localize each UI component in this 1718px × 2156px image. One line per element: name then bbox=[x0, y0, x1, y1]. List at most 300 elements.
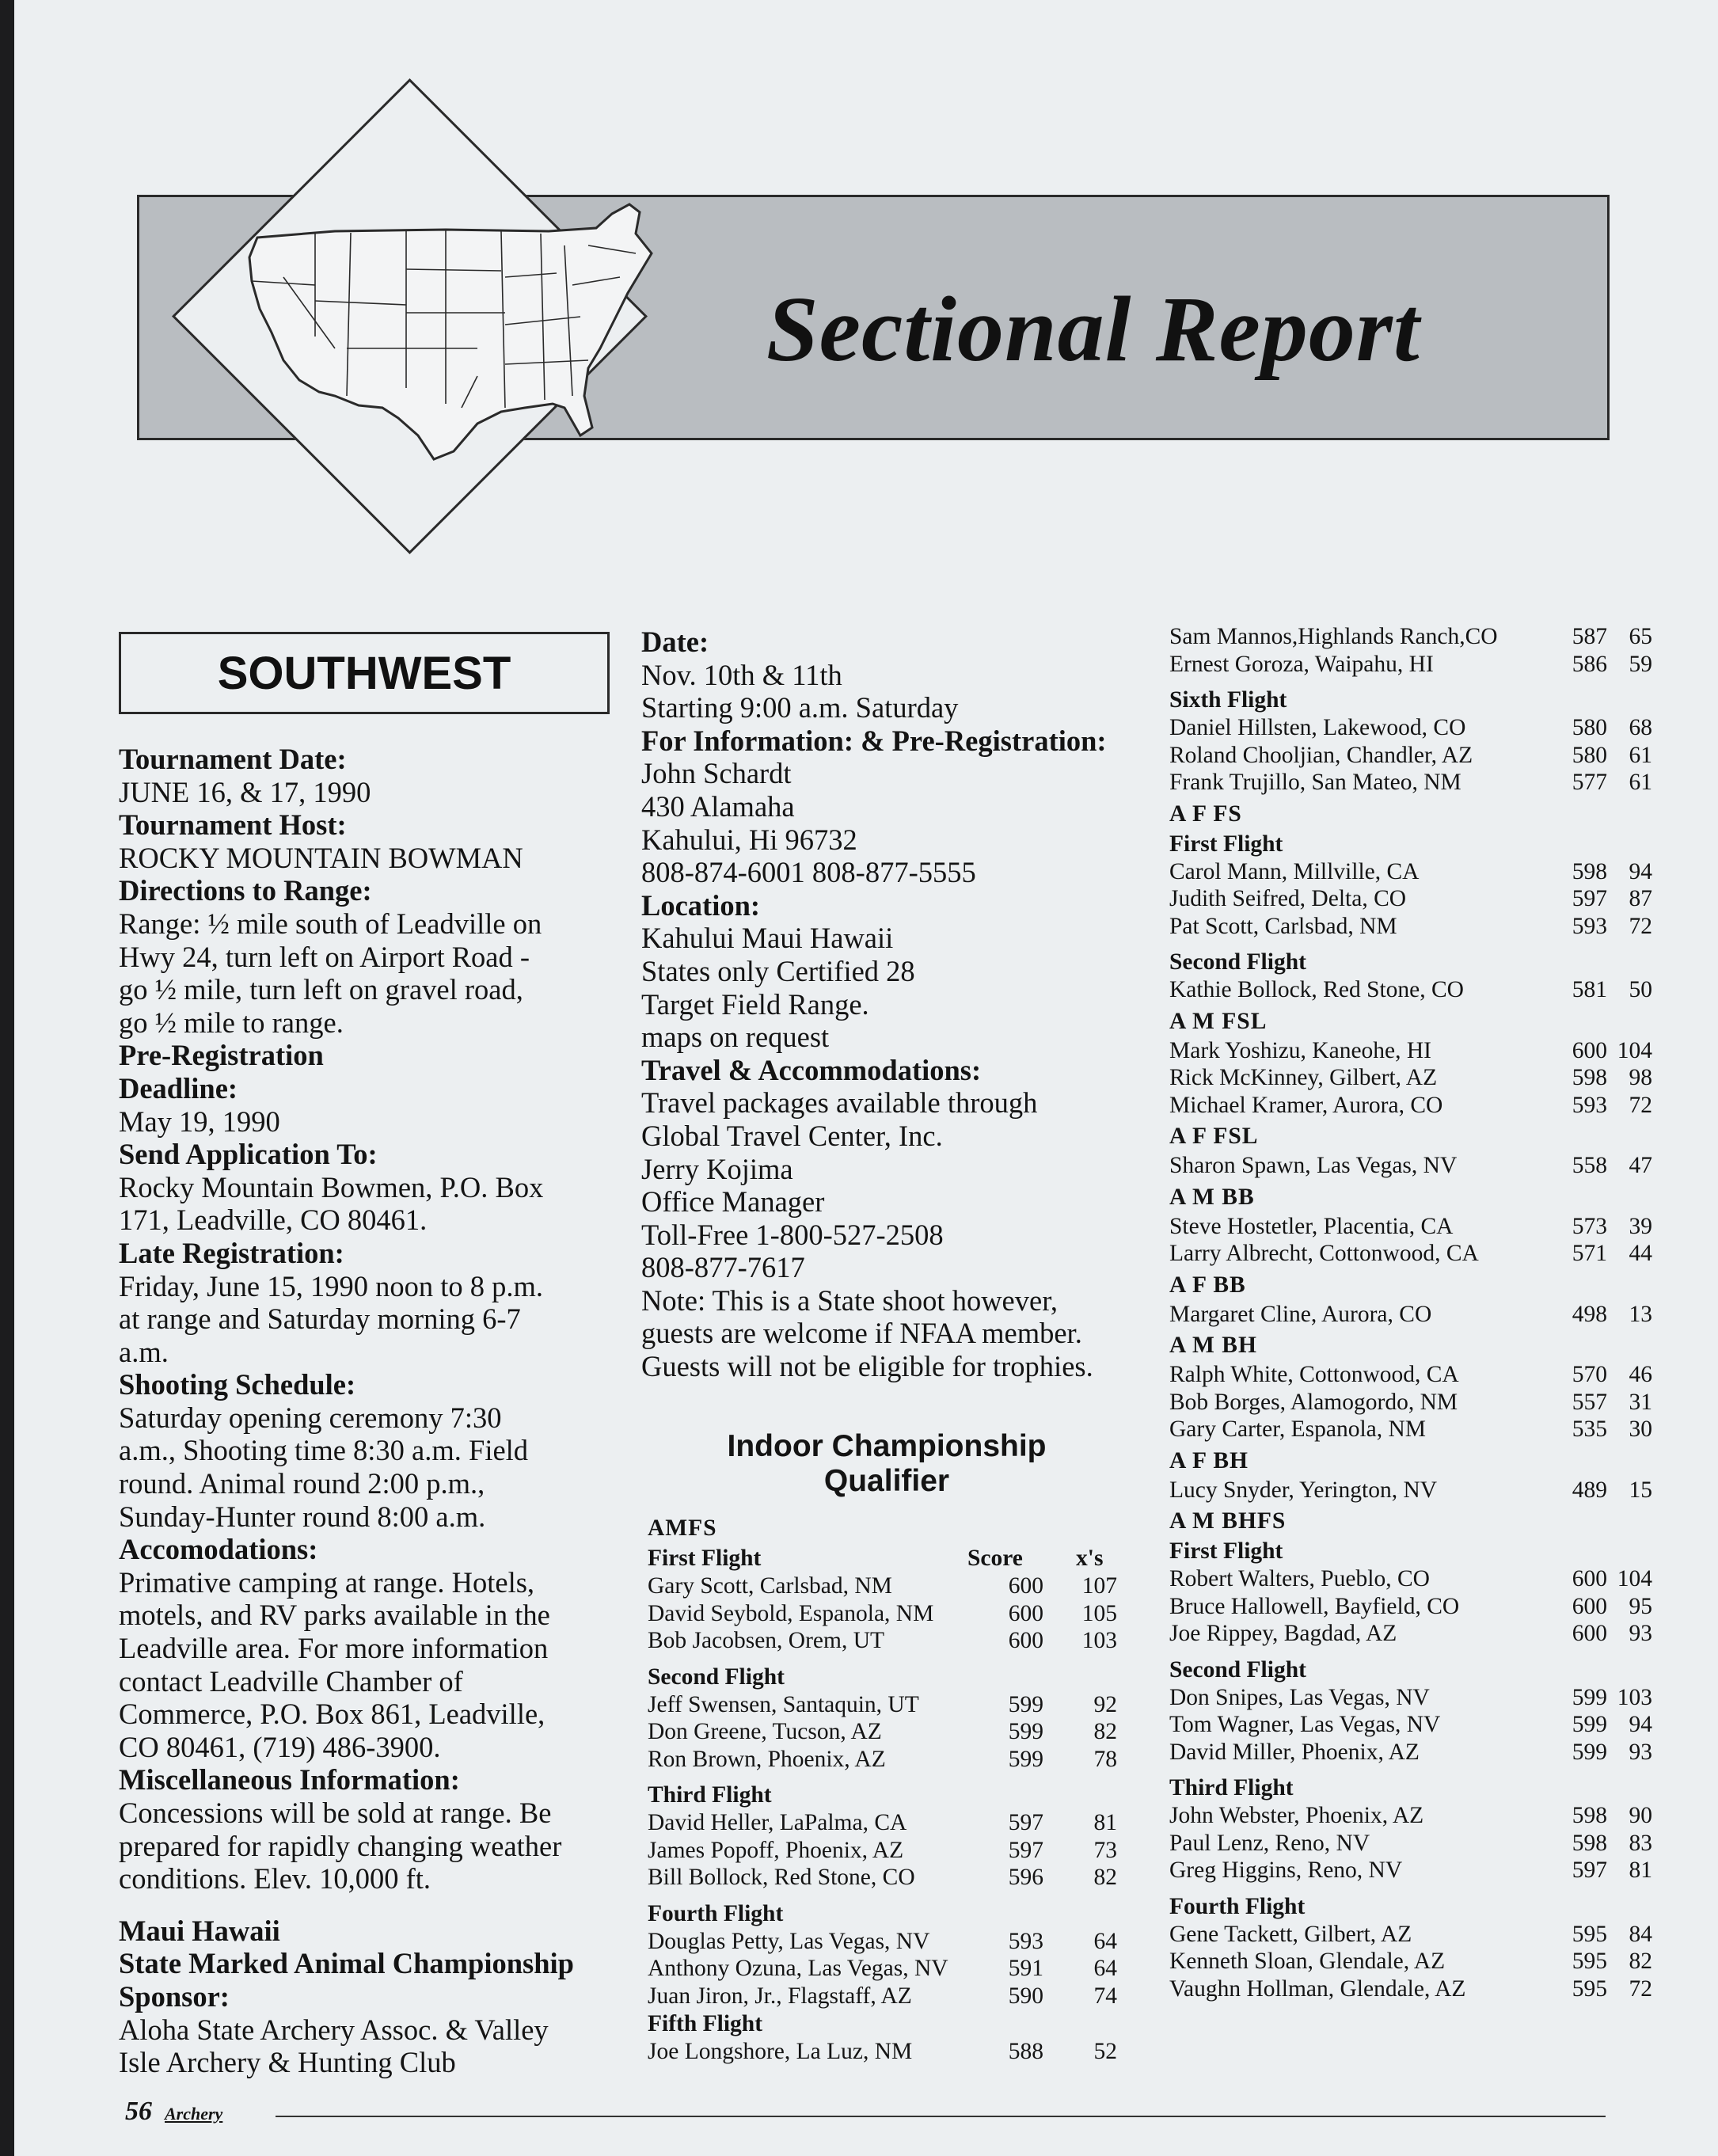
score-value: 599 bbox=[1008, 1691, 1043, 1717]
score-value: 489 bbox=[1572, 1477, 1607, 1503]
x-count-column-header: x's bbox=[1076, 1546, 1104, 1571]
spacer bbox=[1169, 940, 1652, 948]
field-label: Location: bbox=[641, 888, 761, 922]
x-count-value: 46 bbox=[1629, 1362, 1652, 1387]
result-row bbox=[1169, 1921, 1652, 1949]
x-count-value: 65 bbox=[1629, 624, 1652, 649]
field-value: CO 80461, (719) 486-3900. bbox=[119, 1730, 441, 1763]
x-count-value: 81 bbox=[1093, 1810, 1117, 1835]
magazine-page bbox=[14, 0, 1718, 2156]
x-count-value: 98 bbox=[1629, 1065, 1652, 1090]
x-count-value: 59 bbox=[1629, 651, 1652, 677]
archer-name: Gary Scott, Carlsbad, NM bbox=[648, 1573, 892, 1599]
flight-heading bbox=[648, 1544, 1123, 1572]
result-row bbox=[648, 1983, 1123, 2010]
results-column-middle bbox=[648, 1511, 1123, 2066]
archer-name: John Webster, Phoenix, AZ bbox=[1169, 1803, 1424, 1828]
spacer bbox=[119, 1896, 625, 1915]
result-row bbox=[648, 1718, 1123, 1746]
archer-name: Gene Tackett, Gilbert, AZ bbox=[1169, 1921, 1412, 1947]
flight-heading bbox=[1169, 830, 1652, 858]
field-label: Date: bbox=[641, 626, 709, 658]
x-count-value: 94 bbox=[1629, 858, 1652, 884]
archer-name: Frank Trujillo, San Mateo, NM bbox=[1169, 770, 1461, 795]
result-row bbox=[1169, 1213, 1652, 1241]
score-value: 595 bbox=[1572, 1949, 1607, 1974]
result-row bbox=[1169, 1975, 1652, 2003]
x-count-value: 68 bbox=[1629, 715, 1652, 740]
x-count-value: 95 bbox=[1629, 1593, 1652, 1619]
indoor-title-line2: Qualifier bbox=[823, 1464, 950, 1498]
field-label: Miscellaneous Information: bbox=[119, 1763, 460, 1797]
flight-heading bbox=[1169, 1892, 1652, 1921]
archer-name: David Heller, LaPalma, CA bbox=[648, 1810, 907, 1835]
score-value: 570 bbox=[1572, 1362, 1607, 1387]
result-row bbox=[1169, 1565, 1652, 1593]
x-count-value: 72 bbox=[1629, 1975, 1652, 2002]
score-value: 580 bbox=[1572, 742, 1607, 768]
magazine-name: Archery bbox=[165, 2104, 223, 2124]
result-row bbox=[648, 1955, 1123, 1983]
archer-name: Mark Yoshizu, Kaneohe, HI bbox=[1169, 1037, 1432, 1063]
result-row bbox=[1169, 1830, 1652, 1858]
field-value: 808-874-6001 808-877-5555 bbox=[641, 856, 976, 889]
page-number: 56 bbox=[125, 2097, 152, 2126]
score-column-header: Score bbox=[967, 1546, 1023, 1571]
us-map-icon bbox=[240, 198, 731, 491]
field-value: a.m. bbox=[119, 1335, 169, 1368]
archer-name: Bob Borges, Alamogordo, NM bbox=[1169, 1389, 1458, 1415]
archer-name: Michael Kramer, Aurora, CO bbox=[1169, 1092, 1443, 1118]
flight-name: Third Flight bbox=[648, 1782, 772, 1808]
archer-name: Sharon Spawn, Las Vegas, NV bbox=[1169, 1153, 1458, 1178]
field-value: Global Travel Center, Inc. bbox=[641, 1119, 943, 1152]
score-value: 535 bbox=[1572, 1416, 1607, 1442]
x-count-value: 82 bbox=[1093, 1719, 1117, 1744]
x-count-value: 94 bbox=[1629, 1712, 1652, 1737]
field-value: go ½ mile to range. bbox=[119, 1006, 344, 1039]
field-value: Kahului Maui Hawaii bbox=[641, 922, 894, 955]
x-count-value: 39 bbox=[1629, 1213, 1652, 1239]
result-row bbox=[1169, 623, 1652, 651]
archer-name: Carol Mann, Millville, CA bbox=[1169, 858, 1420, 884]
x-count-value: 82 bbox=[1093, 1865, 1117, 1890]
x-count-value: 104 bbox=[1617, 1037, 1652, 1063]
division-heading: A M FSL bbox=[1169, 1008, 1268, 1034]
score-value: 598 bbox=[1572, 1065, 1607, 1090]
field-value: Rocky Mountain Bowmen, P.O. Box bbox=[119, 1170, 544, 1203]
archer-name: Paul Lenz, Reno, NV bbox=[1169, 1830, 1370, 1856]
archer-name: James Popoff, Phoenix, AZ bbox=[648, 1837, 904, 1863]
result-row bbox=[1169, 651, 1652, 679]
field-value: Toll-Free 1-800-527-2508 bbox=[641, 1218, 944, 1251]
spacer bbox=[1169, 1766, 1652, 1774]
x-count-value: 87 bbox=[1629, 886, 1652, 911]
result-row bbox=[648, 1864, 1123, 1892]
archer-name: David Seybold, Espanola, NM bbox=[648, 1600, 934, 1626]
result-row bbox=[648, 1600, 1123, 1628]
field-label: Deadline: bbox=[119, 1071, 238, 1105]
x-count-value: 61 bbox=[1629, 742, 1652, 768]
field-value: prepared for rapidly changing weather bbox=[119, 1829, 562, 1862]
x-count-value: 72 bbox=[1629, 1092, 1652, 1118]
x-count-value: 73 bbox=[1093, 1837, 1117, 1863]
archer-name: Ron Brown, Phoenix, AZ bbox=[648, 1746, 886, 1772]
footer-rule bbox=[276, 2116, 1606, 2117]
result-row bbox=[1169, 1064, 1652, 1092]
result-row bbox=[648, 1746, 1123, 1774]
indoor-championship-heading bbox=[641, 1429, 1132, 1499]
indoor-title-line1: Indoor Championship bbox=[727, 1429, 1047, 1463]
archer-name: Jeff Swensen, Santaquin, UT bbox=[648, 1691, 919, 1717]
score-value: 586 bbox=[1572, 651, 1607, 677]
field-value: John Schardt bbox=[641, 757, 792, 790]
archer-name: Sam Mannos,Highlands Ranch,CO bbox=[1169, 624, 1498, 649]
flight-heading bbox=[1169, 1537, 1652, 1565]
score-value: 573 bbox=[1572, 1213, 1607, 1239]
result-row bbox=[1169, 1240, 1652, 1268]
x-count-value: 82 bbox=[1629, 1949, 1652, 1974]
result-row bbox=[648, 1809, 1123, 1837]
score-value: 597 bbox=[1008, 1837, 1043, 1863]
x-count-value: 92 bbox=[1093, 1691, 1117, 1717]
score-value: 597 bbox=[1572, 1858, 1607, 1883]
division-heading: A F BB bbox=[1169, 1272, 1246, 1298]
archer-name: Joe Rippey, Bagdad, AZ bbox=[1169, 1621, 1397, 1646]
field-value: guests are welcome if NFAA member. bbox=[641, 1317, 1082, 1350]
field-label: Directions to Range: bbox=[119, 874, 372, 907]
field-value: Travel packages available through bbox=[641, 1086, 1038, 1120]
field-value: Starting 9:00 a.m. Saturday bbox=[641, 691, 959, 724]
field-value: Concessions will be sold at range. Be bbox=[119, 1797, 552, 1829]
result-row bbox=[1169, 1361, 1652, 1389]
field-label: Sponsor: bbox=[119, 1979, 230, 2013]
field-label: Late Registration: bbox=[119, 1236, 344, 1269]
score-value: 581 bbox=[1572, 977, 1607, 1002]
x-count-value: 13 bbox=[1629, 1301, 1652, 1327]
field-value: Commerce, P.O. Box 861, Leadville, bbox=[119, 1698, 545, 1731]
score-value: 558 bbox=[1572, 1153, 1607, 1178]
field-value: Guests will not be eligible for trophies. bbox=[641, 1350, 1093, 1383]
archer-name: Ernest Goroza, Waipahu, HI bbox=[1169, 651, 1434, 677]
result-row bbox=[1169, 1037, 1652, 1065]
archer-name: Don Greene, Tucson, AZ bbox=[648, 1719, 882, 1744]
result-row bbox=[1169, 1152, 1652, 1180]
flight-heading bbox=[648, 2010, 1123, 2038]
flight-name: Fourth Flight bbox=[648, 1900, 784, 1926]
archer-name: Judith Seifred, Delta, CO bbox=[1169, 886, 1407, 911]
field-value: a.m., Shooting time 8:30 a.m. Field bbox=[119, 1434, 529, 1467]
flight-name: Second Flight bbox=[648, 1664, 785, 1690]
archer-name: Gary Carter, Espanola, NM bbox=[1169, 1416, 1427, 1442]
x-count-value: 78 bbox=[1093, 1746, 1117, 1772]
field-value: Leadville area. For more information bbox=[119, 1632, 549, 1665]
field-value: Target Field Range. bbox=[641, 987, 869, 1021]
field-value: round. Animal round 2:00 p.m., bbox=[119, 1467, 485, 1500]
archer-name: Rick McKinney, Gilbert, AZ bbox=[1169, 1065, 1438, 1090]
x-count-value: 93 bbox=[1629, 1739, 1652, 1765]
field-label: For Information: & Pre-Registration: bbox=[641, 724, 1107, 757]
field-value: May 19, 1990 bbox=[119, 1105, 280, 1138]
field-value: Sunday-Hunter round 8:00 a.m. bbox=[119, 1500, 486, 1533]
result-row bbox=[1169, 1416, 1652, 1443]
x-count-value: 15 bbox=[1629, 1477, 1652, 1503]
archer-name: Daniel Hillsten, Lakewood, CO bbox=[1169, 715, 1466, 740]
score-value: 498 bbox=[1572, 1301, 1607, 1327]
archer-name: Anthony Ozuna, Las Vegas, NV bbox=[648, 1956, 948, 1981]
result-row bbox=[1169, 1711, 1652, 1739]
field-value: Saturday opening ceremony 7:30 bbox=[119, 1401, 502, 1434]
x-count-value: 74 bbox=[1093, 1983, 1117, 2009]
result-row bbox=[1169, 913, 1652, 941]
score-value: 600 bbox=[1572, 1566, 1607, 1591]
result-row bbox=[1169, 1739, 1652, 1766]
division-heading: A M BB bbox=[1169, 1184, 1255, 1210]
archer-name: Tom Wagner, Las Vegas, NV bbox=[1169, 1712, 1441, 1737]
score-value: 588 bbox=[1008, 2039, 1043, 2064]
field-value: Nov. 10th & 11th bbox=[641, 658, 842, 691]
spacer bbox=[648, 1773, 1123, 1781]
field-value: maps on request bbox=[641, 1021, 830, 1054]
result-row bbox=[648, 1837, 1123, 1865]
x-count-value: 52 bbox=[1093, 2039, 1117, 2064]
field-value: States only Certified 28 bbox=[641, 954, 915, 987]
result-row bbox=[648, 1928, 1123, 1956]
x-count-value: 31 bbox=[1629, 1389, 1652, 1415]
field-label: Send Application To: bbox=[119, 1138, 378, 1171]
archer-name: Bob Jacobsen, Orem, UT bbox=[648, 1628, 885, 1653]
x-count-value: 50 bbox=[1629, 977, 1652, 1002]
archer-name: Kenneth Sloan, Glendale, AZ bbox=[1169, 1949, 1446, 1974]
score-value: 580 bbox=[1572, 715, 1607, 740]
archer-name: Don Snipes, Las Vegas, NV bbox=[1169, 1684, 1430, 1710]
x-count-value: 64 bbox=[1093, 1928, 1117, 1954]
score-value: 599 bbox=[1008, 1719, 1043, 1744]
result-row bbox=[1169, 1802, 1652, 1830]
field-value: conditions. Elev. 10,000 ft. bbox=[119, 1862, 431, 1896]
score-value: 593 bbox=[1572, 913, 1607, 939]
result-row bbox=[1169, 976, 1652, 1004]
division-heading: A F FS bbox=[1169, 800, 1242, 827]
field-label: State Marked Animal Championship bbox=[119, 1947, 574, 1980]
flight-heading bbox=[1169, 1656, 1652, 1684]
score-value: 591 bbox=[1008, 1956, 1043, 1981]
x-count-value: 105 bbox=[1081, 1600, 1117, 1626]
archer-name: Joe Longshore, La Luz, NM bbox=[648, 2039, 913, 2064]
x-count-value: 103 bbox=[1617, 1684, 1652, 1710]
field-value: Aloha State Archery Assoc. & Valley bbox=[119, 2013, 549, 2046]
field-value: Office Manager bbox=[641, 1185, 825, 1219]
archer-name: Juan Jiron, Jr., Flagstaff, AZ bbox=[648, 1983, 912, 2009]
score-value: 577 bbox=[1572, 770, 1607, 795]
archer-name: Ralph White, Cottonwood, CA bbox=[1169, 1362, 1459, 1387]
score-value: 600 bbox=[1008, 1600, 1043, 1626]
result-row bbox=[1169, 742, 1652, 770]
result-row bbox=[1169, 885, 1652, 913]
field-value: Kahului, Hi 96732 bbox=[641, 823, 857, 856]
flight-name: First Flight bbox=[648, 1546, 762, 1571]
score-value: 595 bbox=[1572, 1975, 1607, 2002]
score-value: 598 bbox=[1572, 1803, 1607, 1828]
x-count-value: 72 bbox=[1629, 913, 1652, 939]
field-value: Range: ½ mile south of Leadville on bbox=[119, 907, 542, 940]
score-value: 599 bbox=[1008, 1746, 1043, 1772]
spacer bbox=[648, 1655, 1123, 1663]
archer-name: Roland Chooljian, Chandler, AZ bbox=[1169, 742, 1473, 768]
result-row bbox=[1169, 1948, 1652, 1975]
flight-name: Third Flight bbox=[1169, 1775, 1294, 1800]
spacer bbox=[1169, 678, 1652, 686]
archer-name: Bruce Hallowell, Bayfield, CO bbox=[1169, 1593, 1460, 1619]
result-row bbox=[1169, 1857, 1652, 1884]
result-row bbox=[1169, 1301, 1652, 1329]
field-value: Jerry Kojima bbox=[641, 1152, 793, 1185]
result-row bbox=[1169, 714, 1652, 742]
score-value: 597 bbox=[1572, 886, 1607, 911]
score-value: 598 bbox=[1572, 858, 1607, 884]
score-value: 595 bbox=[1572, 1921, 1607, 1947]
score-value: 593 bbox=[1572, 1092, 1607, 1118]
x-count-value: 47 bbox=[1629, 1153, 1652, 1178]
x-count-value: 84 bbox=[1629, 1921, 1652, 1947]
score-value: 590 bbox=[1008, 1983, 1043, 2009]
score-value: 599 bbox=[1572, 1712, 1607, 1737]
field-label: Travel & Accommodations: bbox=[641, 1053, 982, 1086]
flight-heading bbox=[648, 1781, 1123, 1809]
field-value: contact Leadville Chamber of bbox=[119, 1664, 463, 1698]
score-value: 599 bbox=[1572, 1739, 1607, 1765]
field-value: 430 Alamaha bbox=[641, 789, 795, 823]
score-value: 593 bbox=[1008, 1928, 1043, 1954]
flight-heading bbox=[648, 1899, 1123, 1928]
score-value: 557 bbox=[1572, 1389, 1607, 1415]
field-label: Pre-Registration bbox=[119, 1039, 324, 1072]
score-value: 571 bbox=[1572, 1241, 1607, 1266]
score-value: 600 bbox=[1572, 1621, 1607, 1646]
division-heading: A M BH bbox=[1169, 1333, 1257, 1358]
result-row bbox=[1169, 1620, 1652, 1648]
x-count-value: 83 bbox=[1629, 1830, 1652, 1856]
x-count-value: 103 bbox=[1081, 1628, 1117, 1653]
archer-name: Lucy Snyder, Yerington, NV bbox=[1169, 1477, 1438, 1503]
hawaii-info-column bbox=[641, 626, 1132, 1383]
archer-name: Margaret Cline, Aurora, CO bbox=[1169, 1301, 1432, 1327]
result-row bbox=[1169, 1389, 1652, 1416]
tournament-info-column bbox=[119, 743, 625, 2079]
x-count-value: 90 bbox=[1629, 1803, 1652, 1828]
field-value: motels, and RV parks available in the bbox=[119, 1599, 550, 1632]
result-row bbox=[1169, 1092, 1652, 1120]
x-count-value: 61 bbox=[1629, 770, 1652, 795]
archer-name: Kathie Bollock, Red Stone, CO bbox=[1169, 977, 1464, 1002]
field-label: Tournament Host: bbox=[119, 808, 347, 842]
result-row bbox=[648, 2038, 1123, 2066]
field-value: 808-877-7617 bbox=[641, 1251, 805, 1284]
score-value: 600 bbox=[1572, 1593, 1607, 1619]
results-column-right bbox=[1169, 623, 1652, 2002]
spacer bbox=[1169, 1884, 1652, 1892]
x-count-value: 93 bbox=[1629, 1621, 1652, 1646]
field-value: JUNE 16, & 17, 1990 bbox=[119, 775, 371, 808]
result-row bbox=[1169, 858, 1652, 886]
score-value: 587 bbox=[1572, 624, 1607, 649]
flight-name: Fifth Flight bbox=[648, 2011, 763, 2036]
result-row bbox=[648, 1691, 1123, 1719]
region-heading: SOUTHWEST bbox=[119, 632, 610, 714]
score-value: 599 bbox=[1572, 1684, 1607, 1710]
archer-name: Bill Bollock, Red Stone, CO bbox=[648, 1865, 915, 1890]
x-count-value: 107 bbox=[1081, 1573, 1117, 1599]
field-label: Accomodations: bbox=[119, 1533, 318, 1566]
score-value: 600 bbox=[1572, 1037, 1607, 1063]
archer-name: Douglas Petty, Las Vegas, NV bbox=[648, 1928, 930, 1954]
result-row bbox=[1169, 1477, 1652, 1504]
x-count-value: 64 bbox=[1093, 1956, 1117, 1981]
score-value: 598 bbox=[1572, 1830, 1607, 1856]
page-footer bbox=[125, 2097, 222, 2127]
archer-name: Robert Walters, Pueblo, CO bbox=[1169, 1566, 1430, 1591]
archer-name: Larry Albrecht, Cottonwood, CA bbox=[1169, 1241, 1479, 1266]
field-value: ROCKY MOUNTAIN BOWMAN bbox=[119, 841, 523, 874]
page-title: Sectional Report bbox=[766, 277, 1420, 381]
field-value: Primative camping at range. Hotels, bbox=[119, 1565, 535, 1599]
score-value: 597 bbox=[1008, 1810, 1043, 1835]
result-row bbox=[1169, 1593, 1652, 1621]
x-count-value: 44 bbox=[1629, 1241, 1652, 1266]
flight-name: Sixth Flight bbox=[1169, 687, 1287, 713]
spacer bbox=[1169, 1648, 1652, 1656]
division-heading: A F BH bbox=[1169, 1447, 1249, 1473]
field-label: Maui Hawaii bbox=[119, 1914, 280, 1947]
field-label: Shooting Schedule: bbox=[119, 1368, 356, 1401]
flight-name: Second Flight bbox=[1169, 1656, 1306, 1683]
field-value: at range and Saturday morning 6-7 bbox=[119, 1302, 521, 1336]
field-label: Tournament Date: bbox=[119, 743, 347, 775]
field-value: Isle Archery & Hunting Club bbox=[119, 2046, 456, 2079]
flight-name: Second Flight bbox=[1169, 949, 1306, 975]
score-value: 600 bbox=[1008, 1628, 1043, 1653]
flight-name: First Flight bbox=[1169, 1538, 1283, 1564]
score-value: 596 bbox=[1008, 1865, 1043, 1890]
field-value: Note: This is a State shoot however, bbox=[641, 1283, 1059, 1317]
result-row bbox=[1169, 1684, 1652, 1712]
flight-heading bbox=[1169, 948, 1652, 976]
archer-name: Greg Higgins, Reno, NV bbox=[1169, 1858, 1403, 1883]
x-count-value: 81 bbox=[1629, 1858, 1652, 1883]
result-row bbox=[648, 1627, 1123, 1655]
score-value: 600 bbox=[1008, 1573, 1043, 1599]
archer-name: David Miller, Phoenix, AZ bbox=[1169, 1739, 1420, 1765]
flight-heading bbox=[1169, 1774, 1652, 1802]
division-heading: AMFS bbox=[648, 1515, 717, 1541]
result-row bbox=[648, 1572, 1123, 1600]
flight-heading bbox=[648, 1663, 1123, 1691]
field-value: Hwy 24, turn left on Airport Road - bbox=[119, 940, 530, 973]
field-value: 171, Leadville, CO 80461. bbox=[119, 1203, 428, 1237]
archer-name: Pat Scott, Carlsbad, NM bbox=[1169, 913, 1397, 939]
flight-heading bbox=[1169, 686, 1652, 714]
result-row bbox=[1169, 769, 1652, 797]
division-heading: A F FSL bbox=[1169, 1124, 1259, 1149]
flight-name: Fourth Flight bbox=[1169, 1893, 1306, 1919]
archer-name: Steve Hostetler, Placentia, CA bbox=[1169, 1213, 1454, 1239]
archer-name: Vaughn Hollman, Glendale, AZ bbox=[1169, 1975, 1466, 2002]
field-value: Friday, June 15, 1990 noon to 8 p.m. bbox=[119, 1269, 543, 1302]
spacer bbox=[648, 1892, 1123, 1899]
division-heading: A M BHFS bbox=[1169, 1508, 1287, 1534]
x-count-value: 104 bbox=[1617, 1566, 1652, 1591]
flight-name: First Flight bbox=[1169, 831, 1283, 857]
